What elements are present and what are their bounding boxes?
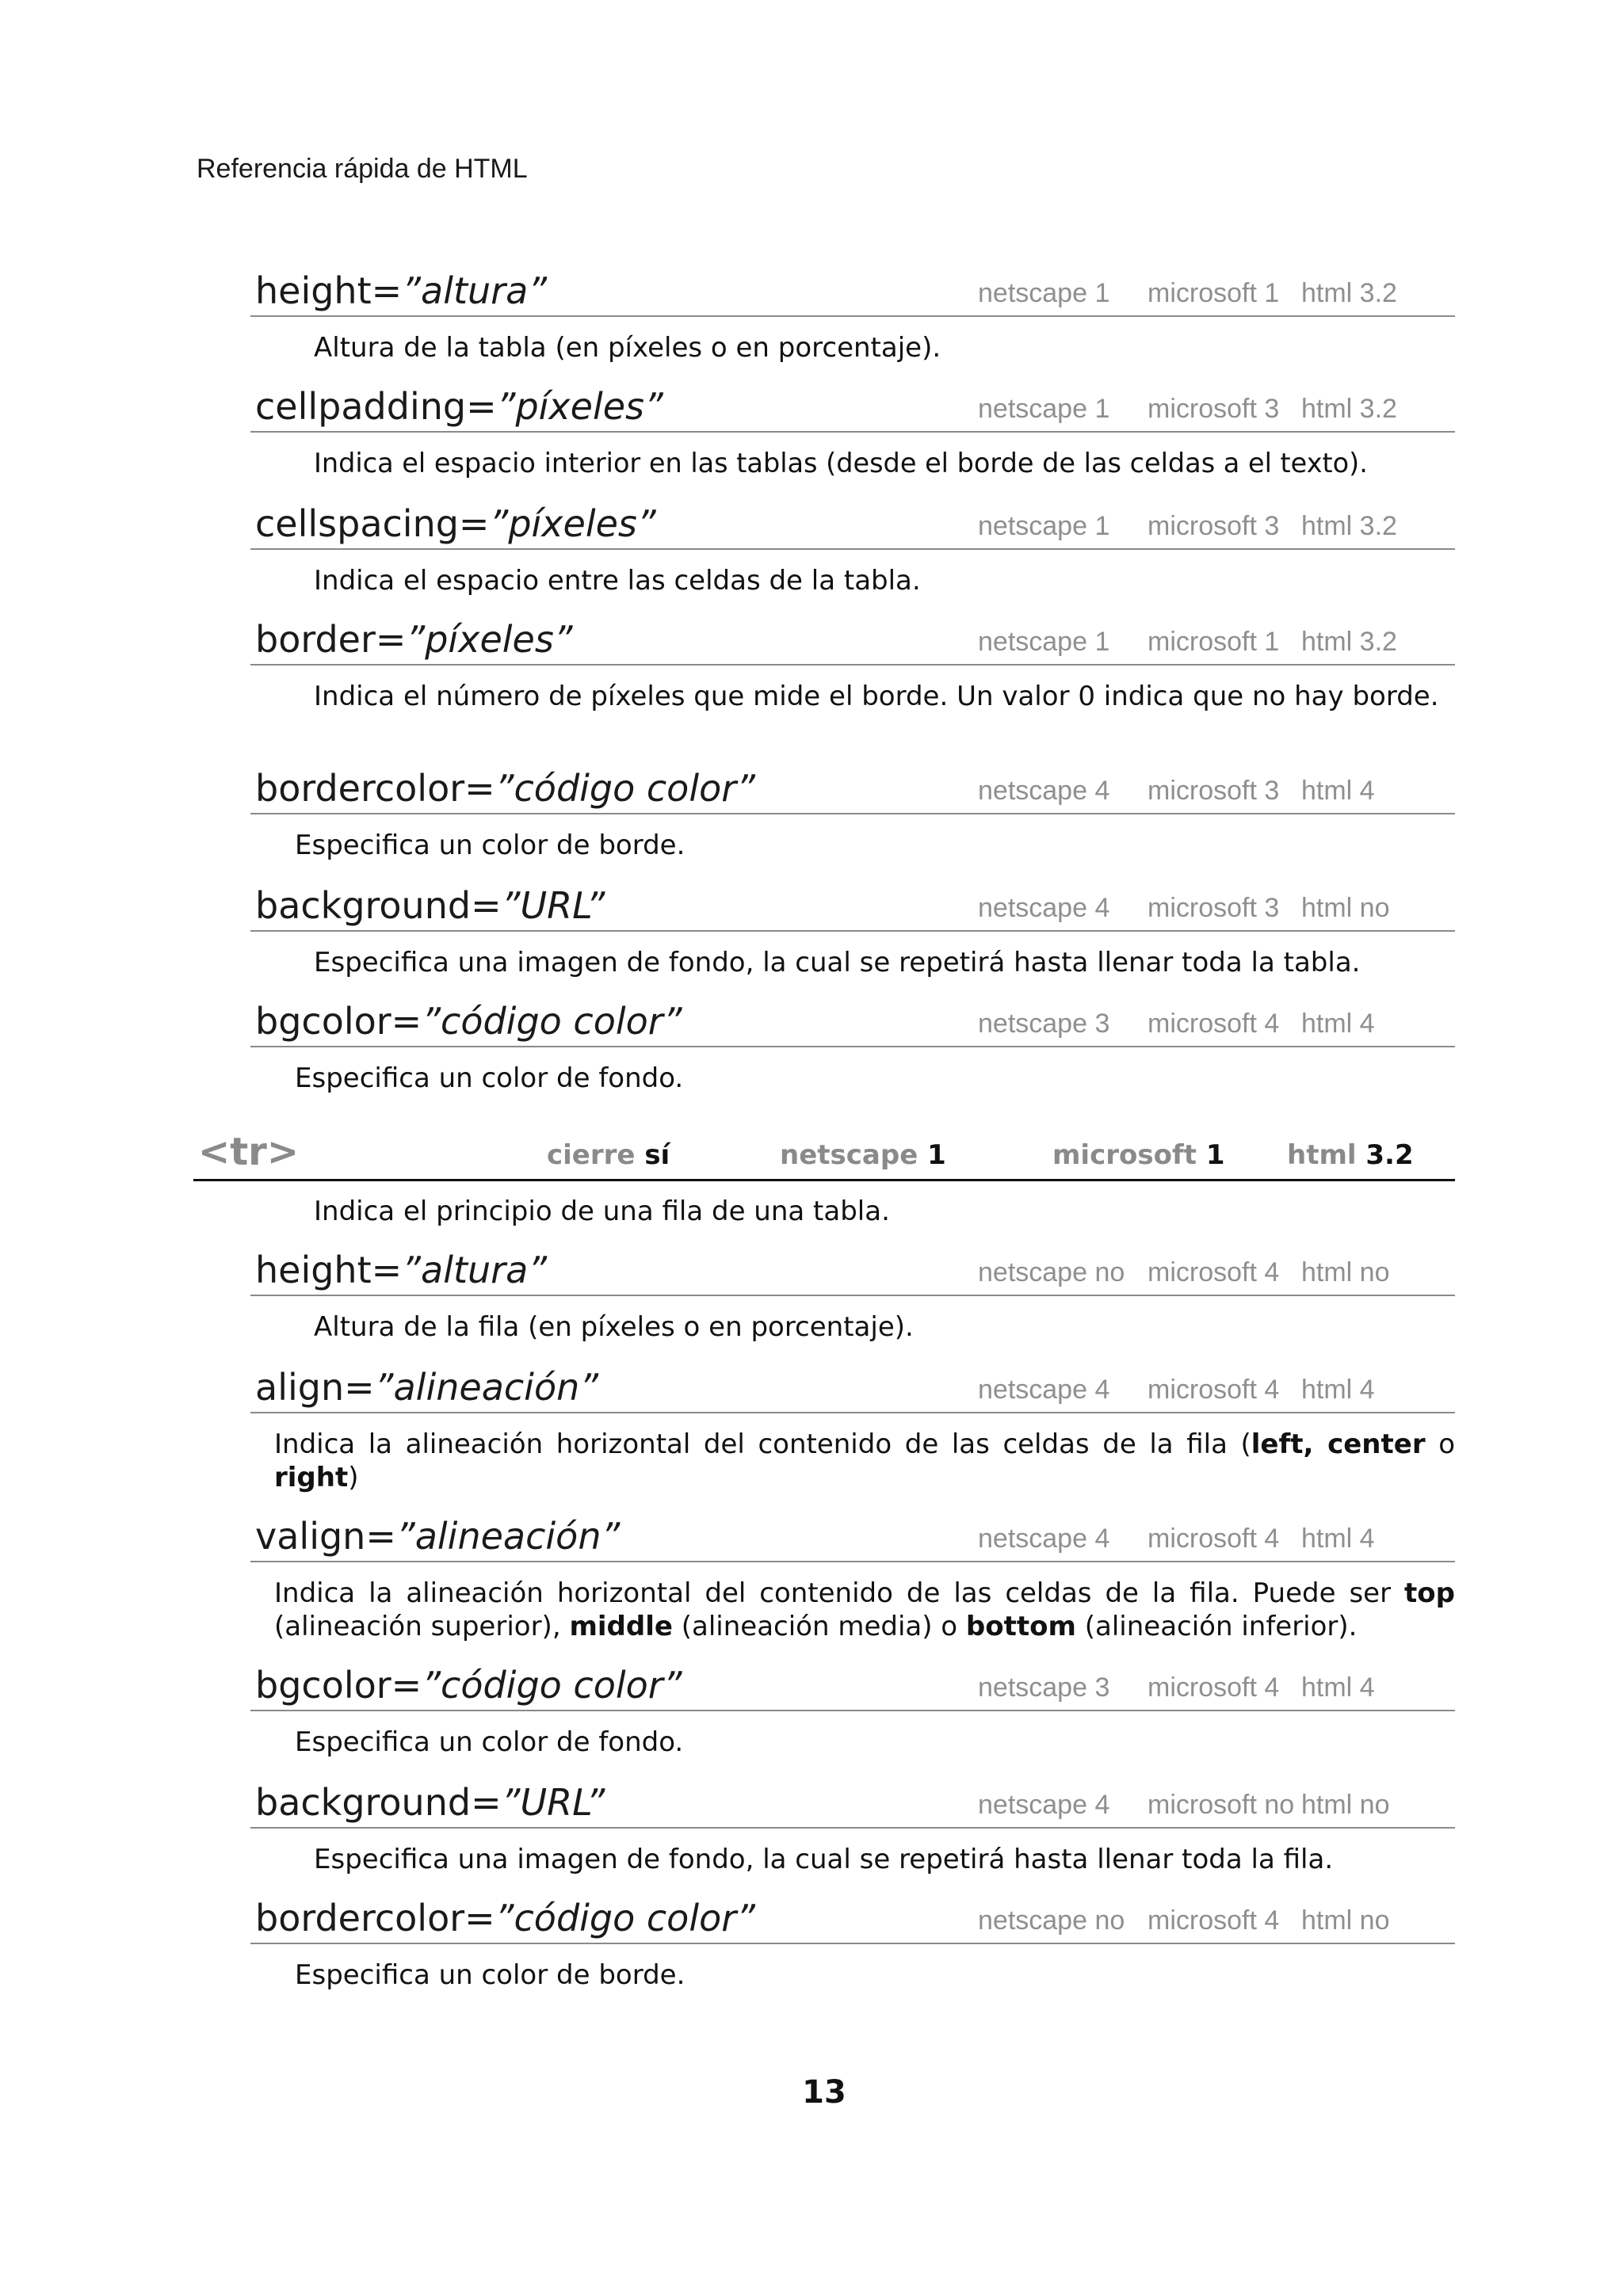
attr-description: Especifica un color de fondo. <box>295 1062 684 1094</box>
attr-row-valign <box>250 1499 1455 1562</box>
attr-row-bordercolor <box>250 1881 1455 1944</box>
netscape-compat: netscape 1 <box>978 278 1110 308</box>
attr-description: Indica el espacio entre las celdas de la tabla. <box>314 565 921 597</box>
microsoft-compat: microsoft no <box>1148 1790 1295 1820</box>
page-number: 13 <box>802 2074 846 2111</box>
attr-description: Especifica un color de borde. <box>295 830 685 861</box>
html-compat: html 4 <box>1301 1672 1375 1703</box>
attr-description: Altura de la fila (en píxeles o en porcentaje). <box>314 1311 914 1343</box>
html-compat: html 3.2 <box>1287 1139 1414 1171</box>
attr-name: cellspacing=”píxeles” <box>255 502 656 545</box>
html-compat: html 4 <box>1301 776 1375 806</box>
netscape-compat: netscape 4 <box>978 1524 1110 1554</box>
netscape-compat: netscape no <box>978 1905 1125 1936</box>
attr-row-bordercolor <box>250 751 1455 814</box>
html-compat: html no <box>1301 1790 1390 1820</box>
microsoft-compat: microsoft 1 <box>1148 627 1280 657</box>
attr-name: height=”altura” <box>255 269 548 312</box>
attr-name: background=”URL” <box>255 1781 605 1824</box>
html-compat: html no <box>1301 1257 1390 1287</box>
microsoft-compat: microsoft 3 <box>1148 893 1280 923</box>
netscape-compat: netscape 3 <box>978 1009 1110 1039</box>
microsoft-compat: microsoft 4 <box>1148 1905 1280 1936</box>
netscape-compat: netscape 3 <box>978 1672 1110 1703</box>
attr-name: border=”píxeles” <box>255 618 573 661</box>
html-compat: html 3.2 <box>1301 278 1397 308</box>
netscape-compat: netscape 1 <box>978 511 1110 541</box>
microsoft-compat: microsoft 1 <box>1052 1139 1225 1171</box>
attr-name: align=”alineación” <box>255 1366 599 1409</box>
attr-row-bgcolor <box>250 1648 1455 1711</box>
html-compat: html 3.2 <box>1301 511 1397 541</box>
microsoft-compat: microsoft 4 <box>1148 1375 1280 1405</box>
attr-row-border <box>250 602 1455 666</box>
netscape-compat: netscape 4 <box>978 776 1110 806</box>
netscape-compat: netscape 4 <box>978 1790 1110 1820</box>
microsoft-compat: microsoft 4 <box>1148 1524 1280 1554</box>
attr-name: bordercolor=”código color” <box>255 1897 755 1939</box>
netscape-compat: netscape 1 <box>780 1139 946 1171</box>
attr-description: Especifica una imagen de fondo, la cual se repetirá hasta llenar toda la fila. <box>314 1844 1334 1875</box>
html-compat: html no <box>1301 893 1390 923</box>
tag-header-tr <box>193 1119 1455 1181</box>
attr-row-background <box>250 868 1455 932</box>
attr-row-cellspacing <box>250 486 1455 550</box>
attr-row-height <box>250 254 1455 317</box>
attr-row-bgcolor <box>250 984 1455 1047</box>
netscape-compat: netscape 4 <box>978 893 1110 923</box>
microsoft-compat: microsoft 1 <box>1148 278 1280 308</box>
netscape-compat: netscape no <box>978 1257 1125 1287</box>
microsoft-compat: microsoft 4 <box>1148 1009 1280 1039</box>
attr-name: cellpadding=”píxeles” <box>255 385 663 428</box>
cierre-compat: cierre sí <box>547 1139 670 1171</box>
attr-row-background <box>250 1765 1455 1829</box>
netscape-compat: netscape 4 <box>978 1375 1110 1405</box>
attr-description: Altura de la tabla (en píxeles o en porcentaje). <box>314 332 941 364</box>
netscape-compat: netscape 1 <box>978 394 1110 424</box>
attr-name: valign=”alineación” <box>255 1515 621 1558</box>
attr-description: Especifica un color de borde. <box>295 1959 685 1991</box>
microsoft-compat: microsoft 3 <box>1148 776 1280 806</box>
html-compat: html 4 <box>1301 1524 1375 1554</box>
attr-name: bgcolor=”código color” <box>255 1000 682 1043</box>
attr-description: Especifica un color de fondo. <box>295 1726 684 1758</box>
netscape-compat: netscape 1 <box>978 627 1110 657</box>
microsoft-compat: microsoft 4 <box>1148 1672 1280 1703</box>
tag-description: Indica el principio de una fila de una tabla. <box>314 1196 890 1227</box>
tag-name: <tr> <box>198 1130 300 1174</box>
attr-row-height <box>250 1233 1455 1296</box>
html-compat: html 3.2 <box>1301 394 1397 424</box>
attr-description: Indica la alineación horizontal del contenido de las celdas de la fila. Puede ser top (alineación superior), middle (alineación media) o bottom (alineación inferior). <box>274 1577 1455 1642</box>
html-compat: html 4 <box>1301 1375 1375 1405</box>
attr-description: Especifica una imagen de fondo, la cual se repetirá hasta llenar toda la tabla. <box>314 947 1361 978</box>
attr-description: Indica el espacio interior en las tablas (desde el borde de las celdas a el texto). <box>314 448 1368 479</box>
attr-name: height=”altura” <box>255 1249 548 1291</box>
running-header: Referencia rápida de HTML <box>197 154 528 184</box>
attr-name: bordercolor=”código color” <box>255 767 755 810</box>
microsoft-compat: microsoft 3 <box>1148 511 1280 541</box>
attr-row-align <box>250 1350 1455 1413</box>
attr-description: Indica el número de píxeles que mide el borde. Un valor 0 indica que no hay borde. <box>314 681 1439 712</box>
attr-name: bgcolor=”código color” <box>255 1664 682 1707</box>
attr-row-cellpadding <box>250 369 1455 433</box>
attr-name: background=”URL” <box>255 884 605 927</box>
attr-description: Indica la alineación horizontal del contenido de las celdas de la fila (left, center o right) <box>274 1428 1455 1493</box>
html-compat: html 3.2 <box>1301 627 1397 657</box>
html-compat: html 4 <box>1301 1009 1375 1039</box>
html-compat: html no <box>1301 1905 1390 1936</box>
microsoft-compat: microsoft 4 <box>1148 1257 1280 1287</box>
microsoft-compat: microsoft 3 <box>1148 394 1280 424</box>
